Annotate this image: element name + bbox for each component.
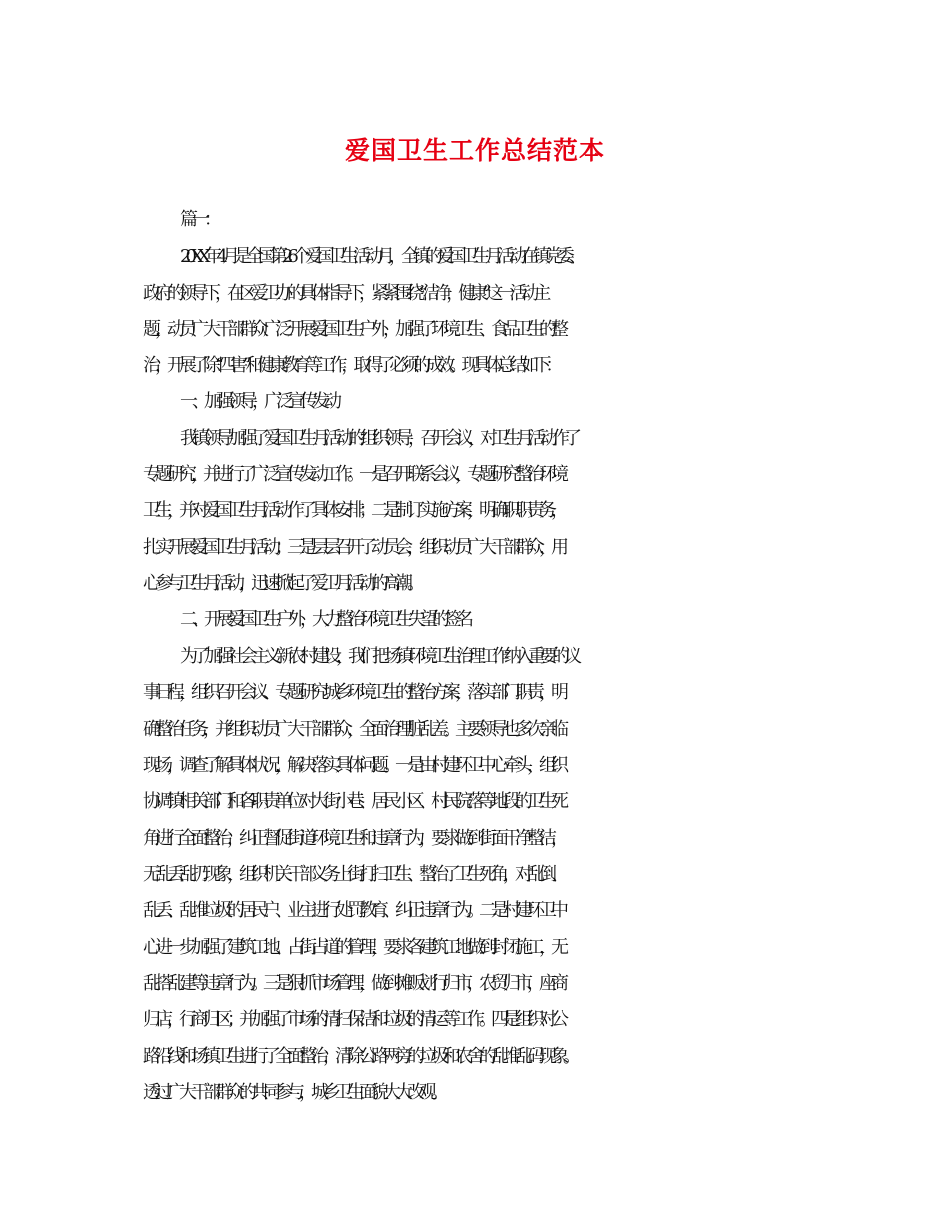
paragraph-line: 二、开展爱国卫生户外，大力整治环境卫生失望的签名	[180, 609, 468, 630]
paragraph-line: 乱丢、乱堆垃圾的居民户、业主进行处罚教育、纠正违章行为。二是村建环卫中	[143, 900, 563, 921]
paragraph-line: 路沿线和场镇卫生进行了全面整治，清除公路两旁的垃圾和农舍的乱堆乱码现象。	[143, 1046, 575, 1067]
paragraph-line: 心进一步加强了建筑工地、占街占道的管理，要求各建筑工地做到封闭施工，无	[143, 937, 563, 958]
paragraph-line: 我镇领导加强了爱国卫生月活动的组织领导，召开会议，对卫生月活动作了	[180, 428, 576, 449]
paragraph-line: 篇一：	[180, 209, 216, 230]
paragraph-line: 治，开展了除“四害”和健康教育等工作，取得了必须的成效。现具体总结如下：	[143, 355, 558, 376]
paragraph-line: 归店，行商归区；并加强了市场的清扫保洁和垃圾的清运等工作。四是组织对公	[143, 1009, 563, 1030]
paragraph-line: 事日程，组织召开会议、专题研究城乡环境卫生的整治方案，落实部门职责，明	[143, 682, 563, 703]
paragraph-line: 卫生，并对爱国卫生月活动作了具体安排；二是制订实施方案，明确职职责务，	[143, 500, 563, 521]
paragraph-line: 确整治任务，并组织动员广大干部群众，全面治理脏乱差。主要领导也多次亲临	[143, 719, 563, 740]
paragraph-line: 政府的领导下，在区爱卫办的具体指导下，紧紧围绕“洁净，健康”这一活动主	[143, 283, 546, 304]
paragraph-line: 一、加强领导，广泛宣传发动	[180, 391, 336, 412]
paragraph-line: 题，动员广大干部群众广泛开展爱国卫生户外，加强了环境卫生、食品卫生的整	[143, 319, 563, 340]
document-title: 爱国卫生工作总结范本	[344, 136, 605, 165]
paragraph-line: 扎实开展爱国卫生月活动；三是层层召开了动员会，组织动员广大干部群众，用	[143, 537, 563, 558]
paragraph-line: 协调镇相关部门和各职责单位对大街小巷、居民小区、村民院落等地段的卫生死	[143, 791, 563, 812]
paragraph-line: 角进行全面整治，纠正督促街道环境卫生和违章行为，要求做到街面干净整洁，	[143, 828, 563, 849]
paragraph-line: 透过广大干部群众的共同参与，城乡卫生面貌大大改观。	[143, 1082, 443, 1103]
paragraph-line: 20XX年4月是全国第26个爱国卫生活动月，全镇的爱国卫生月活动在镇党委、	[180, 246, 581, 267]
paragraph-line: 乱搭乱建等违章行为。三是狠抓市场管理，做到摊贩划行归市，农贸归市，座商	[143, 973, 563, 994]
paragraph-line: 心参与卫生月活动，迅速掀起了爱卫月活动的高潮。	[143, 573, 419, 594]
paragraph-line: 无乱丢乱扔现象，组织机关干部义务上街打扫卫生、整治了卫生死角，对乱倒、	[143, 864, 563, 885]
paragraph-line: 为了加强社会主义新农村建设，我们把场镇环境卫生治理工作纳入重要的议	[180, 646, 576, 667]
paragraph-line: 现场，调查了解具体状况，解决落实具体问题。一是由村建环卫中心牵头，组织	[143, 755, 563, 776]
paragraph-line: 专题研究，并进行了广泛宣传发动工作。一是召开联系会议，专题研究整治环境	[143, 464, 563, 485]
